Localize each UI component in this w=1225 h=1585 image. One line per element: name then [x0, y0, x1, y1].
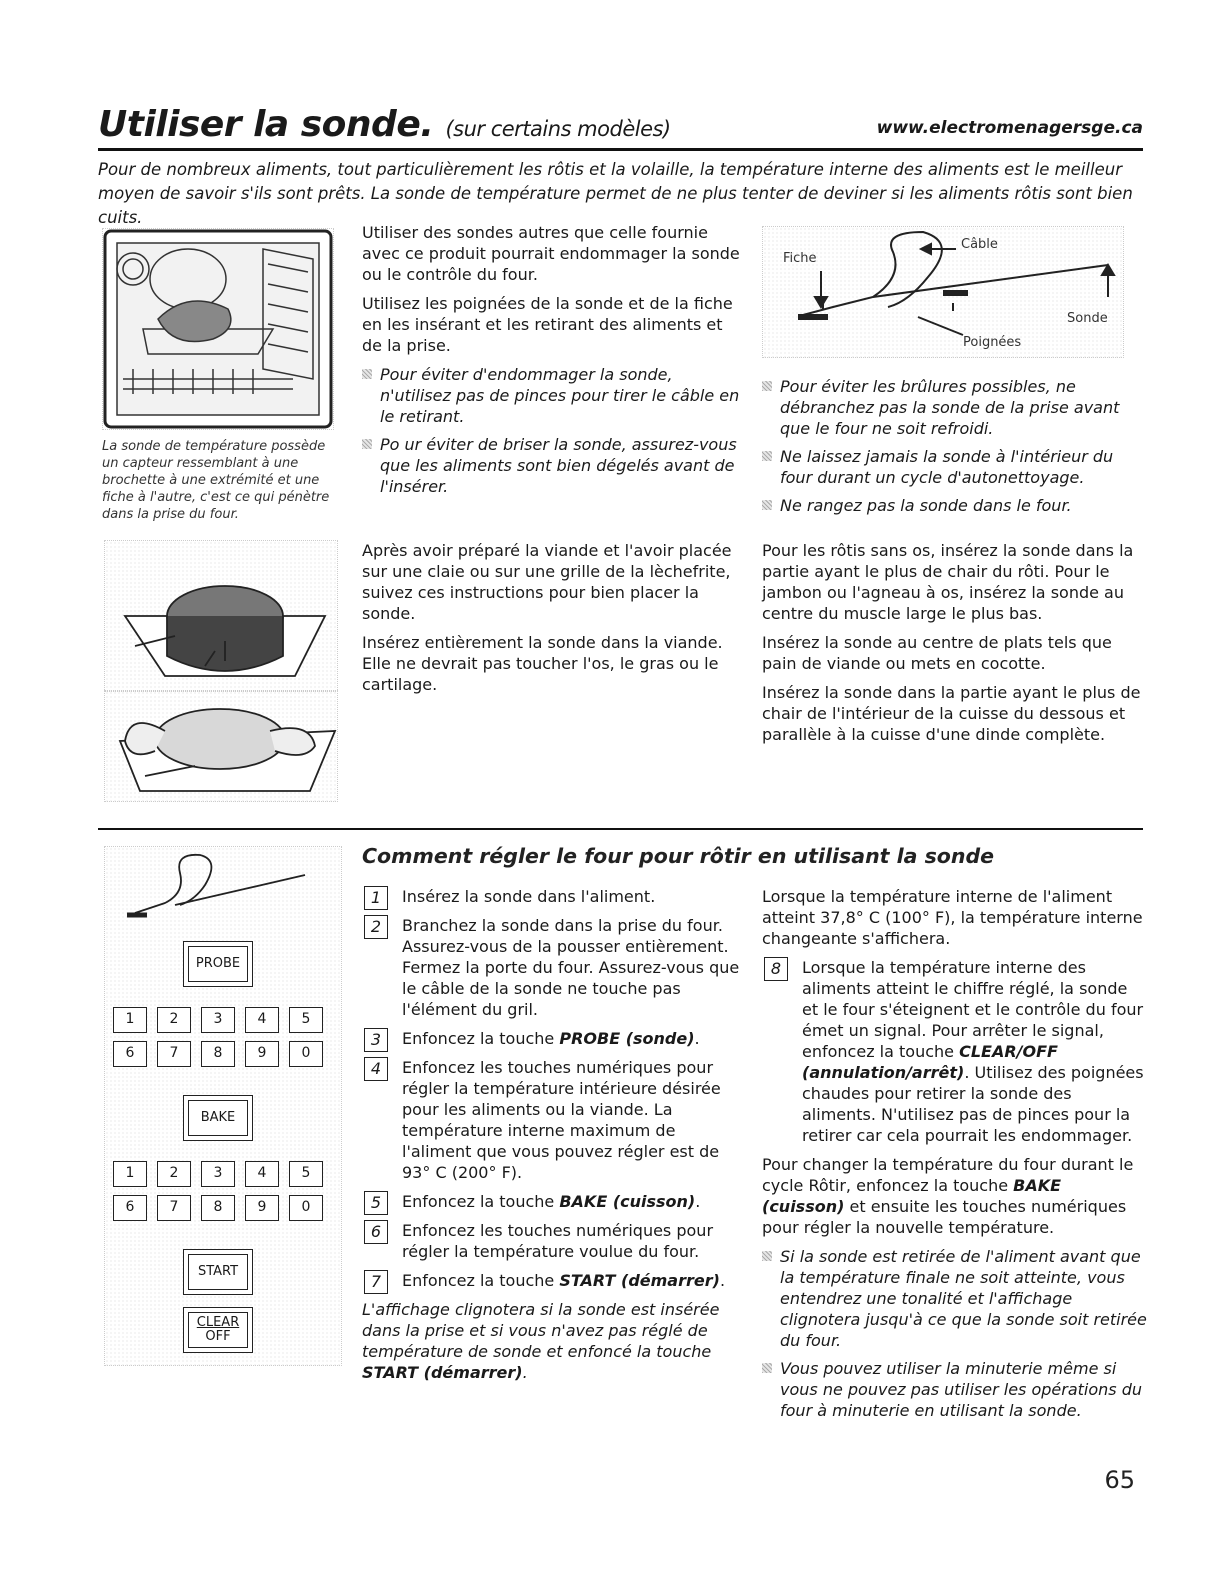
paragraph: Pour les rôtis sans os, insérez la sonde dans la partie ayant le plus de chair du rôti. Pour le jambon ou l'agneau à os, insérez la sonde au centre du muscle large le plus bas. — [762, 541, 1134, 623]
step-item: 2 Branchez la sonde dans la prise du four. Assurez-vous de la pousser entièrement. Fermez la porte du four. Assurez-vous que le câble de la sonde ne touche pas l'élément du gril. — [362, 915, 740, 1020]
step-item: 4 Enfoncez les touches numériques pour régler la température intérieure désirée pour les aliments ou la viande. La température interne maximum de l'aliment que vous pouvez régler est de 93° C (200° F). — [362, 1057, 740, 1183]
digit-key[interactable]: 5 — [289, 1161, 323, 1187]
digit-key[interactable]: 9 — [245, 1195, 279, 1221]
oven-illustration — [102, 228, 334, 430]
probe-usage-text — [362, 222, 740, 504]
website-url[interactable]: www.electromenagersge.ca — [876, 118, 1143, 138]
digit-key[interactable]: 2 — [157, 1007, 191, 1033]
step-number: 1 — [364, 886, 388, 910]
digit-key[interactable]: 6 — [113, 1041, 147, 1067]
step-item: 3 Enfoncez la touche PROBE (sonde). — [362, 1028, 740, 1049]
bullet-icon — [762, 1251, 772, 1261]
bullet-item: Vous pouvez utiliser la minuterie même si vous ne pouvez pas utiliser les opérations du four à minuterie en utilisant la sonde. — [762, 1358, 1147, 1421]
step-item: 8 Lorsque la température interne des aliments atteint le chiffre réglé, la sonde et le four s'éteignent et le contrôle du four émet un signal. Pour arrêter le signal, enfoncez la touche CLEAR/OFF (annulation/arrêt). Utilisez des poignées chaudes pour retirer la sonde des aliments. N'utilisez pas de pinces pour la retirer car cela pourrait les endommager. — [762, 957, 1147, 1146]
digit-key[interactable]: 3 — [201, 1161, 235, 1187]
bullet-icon — [362, 439, 372, 449]
step-number: 8 — [764, 957, 788, 981]
paragraph: Utilisez les poignées de la sonde et de la fiche en les insérant et les retirant des aliments et de la prise. — [362, 294, 733, 355]
paragraph: Insérez la sonde dans la partie ayant le plus de chair de l'intérieur de la cuisse du dessous et parallèle à la cuisse d'une dinde complète. — [762, 683, 1141, 744]
label-poignees: Poignées — [963, 335, 1022, 350]
steps-list — [362, 886, 740, 1391]
step-number: 2 — [364, 915, 388, 939]
digit-key[interactable]: 4 — [245, 1161, 279, 1187]
bullet-icon — [762, 500, 772, 510]
paragraph: Utiliser des sondes autres que celle fournie avec ce produit pourrait endommager la sonde ou le contrôle du four. — [362, 223, 740, 284]
step-item: 5 Enfoncez la touche BAKE (cuisson). — [362, 1191, 740, 1212]
step-item: 1 Insérez la sonde dans l'aliment. — [362, 886, 740, 907]
placement-details-text — [762, 540, 1147, 753]
bullet-item: Ne laissez jamais la sonde à l'intérieur du four durant un cycle d'autonettoyage. — [762, 446, 1147, 488]
digit-key[interactable]: 1 — [113, 1007, 147, 1033]
bullet-icon — [362, 369, 372, 379]
step-item: 7 Enfoncez la touche START (démarrer). — [362, 1270, 740, 1291]
start-key[interactable]: START — [183, 1249, 253, 1295]
label-sonde: Sonde — [1067, 311, 1108, 326]
temperature-notes — [762, 886, 1147, 1428]
digit-key[interactable]: 8 — [201, 1041, 235, 1067]
turkey-illustration — [104, 690, 338, 802]
paragraph: Insérez entièrement la sonde dans la viande. Elle ne devrait pas toucher l'os, le gras ou le cartilage. — [362, 633, 723, 694]
bake-key[interactable]: BAKE — [183, 1095, 253, 1141]
bullet-item: Si la sonde est retirée de l'aliment avant que la température finale ne soit atteinte, vous entendrez une tonalité et l'affichage clignotera jusqu'à ce que la sonde soit retirée du four. — [762, 1246, 1147, 1351]
digit-key[interactable]: 5 — [289, 1007, 323, 1033]
label-fiche: Fiche — [783, 251, 817, 266]
page-title: Utiliser la sonde. (sur certains modèles) — [98, 104, 671, 145]
placement-text — [362, 540, 740, 703]
step-number: 5 — [364, 1191, 388, 1215]
flash-note: L'affichage clignotera si la sonde est insérée dans la prise et si vous n'avez pas réglé de température de sonde et enfoncé la touche START (démarrer). — [362, 1300, 720, 1382]
page-number: 65 — [1104, 1466, 1135, 1494]
digit-key[interactable]: 0 — [289, 1041, 323, 1067]
section-title: Comment régler le four pour rôtir en utilisant la sonde — [362, 844, 995, 868]
header-divider — [98, 148, 1143, 151]
control-keypad-illustration — [104, 846, 342, 1366]
digit-key[interactable]: 0 — [289, 1195, 323, 1221]
roast-illustration — [104, 540, 338, 692]
bullet-icon — [762, 381, 772, 391]
clear-off-key[interactable]: CLEAR OFF — [183, 1307, 253, 1353]
step-number: 4 — [364, 1057, 388, 1081]
digit-key[interactable]: 7 — [157, 1195, 191, 1221]
probe-key[interactable]: PROBE — [183, 941, 253, 987]
label-cable: Câble — [961, 237, 998, 252]
digit-key[interactable]: 7 — [157, 1041, 191, 1067]
page-subtitle: (sur certains modèles) — [445, 117, 671, 141]
section-divider — [98, 828, 1143, 830]
step-item: 6 Enfoncez les touches numériques pour régler la température voulue du four. — [362, 1220, 740, 1262]
step-number: 7 — [364, 1270, 388, 1294]
digit-key[interactable]: 9 — [245, 1041, 279, 1067]
intro-paragraph: Pour de nombreux aliments, tout particulièrement les rôtis et la volaille, la température interne des aliments est le meilleur moyen de savoir s'ils sont prêts. La sonde de température permet de ne plus tenter de deviner si les aliments rôtis sont bien cuits. — [98, 160, 1133, 227]
digit-key[interactable]: 2 — [157, 1161, 191, 1187]
digit-key[interactable]: 4 — [245, 1007, 279, 1033]
paragraph: Pour changer la température du four durant le cycle Rôtir, enfoncez la touche BAKE (cuisson) et ensuite les touches numériques pour régler la nouvelle température. — [762, 1155, 1134, 1237]
safety-bullets — [762, 376, 1147, 523]
bullet-item: Po ur éviter de briser la sonde, assurez-vous que les aliments sont bien dégelés avant de l'insérer. — [362, 434, 740, 497]
paragraph: Insérez la sonde au centre de plats tels que pain de viande ou mets en cocotte. — [762, 633, 1112, 673]
digit-key[interactable]: 6 — [113, 1195, 147, 1221]
bullet-item: Pour éviter les brûlures possibles, ne débranchez pas la sonde de la prise avant que le four ne soit refroidi. — [762, 376, 1147, 439]
paragraph: Après avoir préparé la viande et l'avoir placée sur une claie ou sur une grille de la lèchefrite, suivez ces instructions pour bien placer la sonde. — [362, 541, 732, 623]
step-number: 3 — [364, 1028, 388, 1052]
step-number: 6 — [364, 1220, 388, 1244]
digit-key[interactable]: 8 — [201, 1195, 235, 1221]
bullet-item: Ne rangez pas la sonde dans le four. — [762, 495, 1147, 516]
paragraph: Lorsque la température interne de l'aliment atteint 37,8° C (100° F), la température interne changeante s'affichera. — [762, 887, 1143, 948]
digit-key[interactable]: 1 — [113, 1161, 147, 1187]
bullet-item: Pour éviter d'endommager la sonde, n'utilisez pas de pinces pour tirer le câble en le retirant. — [362, 364, 740, 427]
oven-caption: La sonde de température possède un capteur ressemblant à une brochette à une extrémité et une fiche à l'autre, c'est ce qui pénètre dans la prise du four. — [102, 439, 330, 522]
bullet-icon — [762, 1363, 772, 1373]
probe-diagram — [762, 226, 1124, 358]
bullet-icon — [762, 451, 772, 461]
digit-key[interactable]: 3 — [201, 1007, 235, 1033]
